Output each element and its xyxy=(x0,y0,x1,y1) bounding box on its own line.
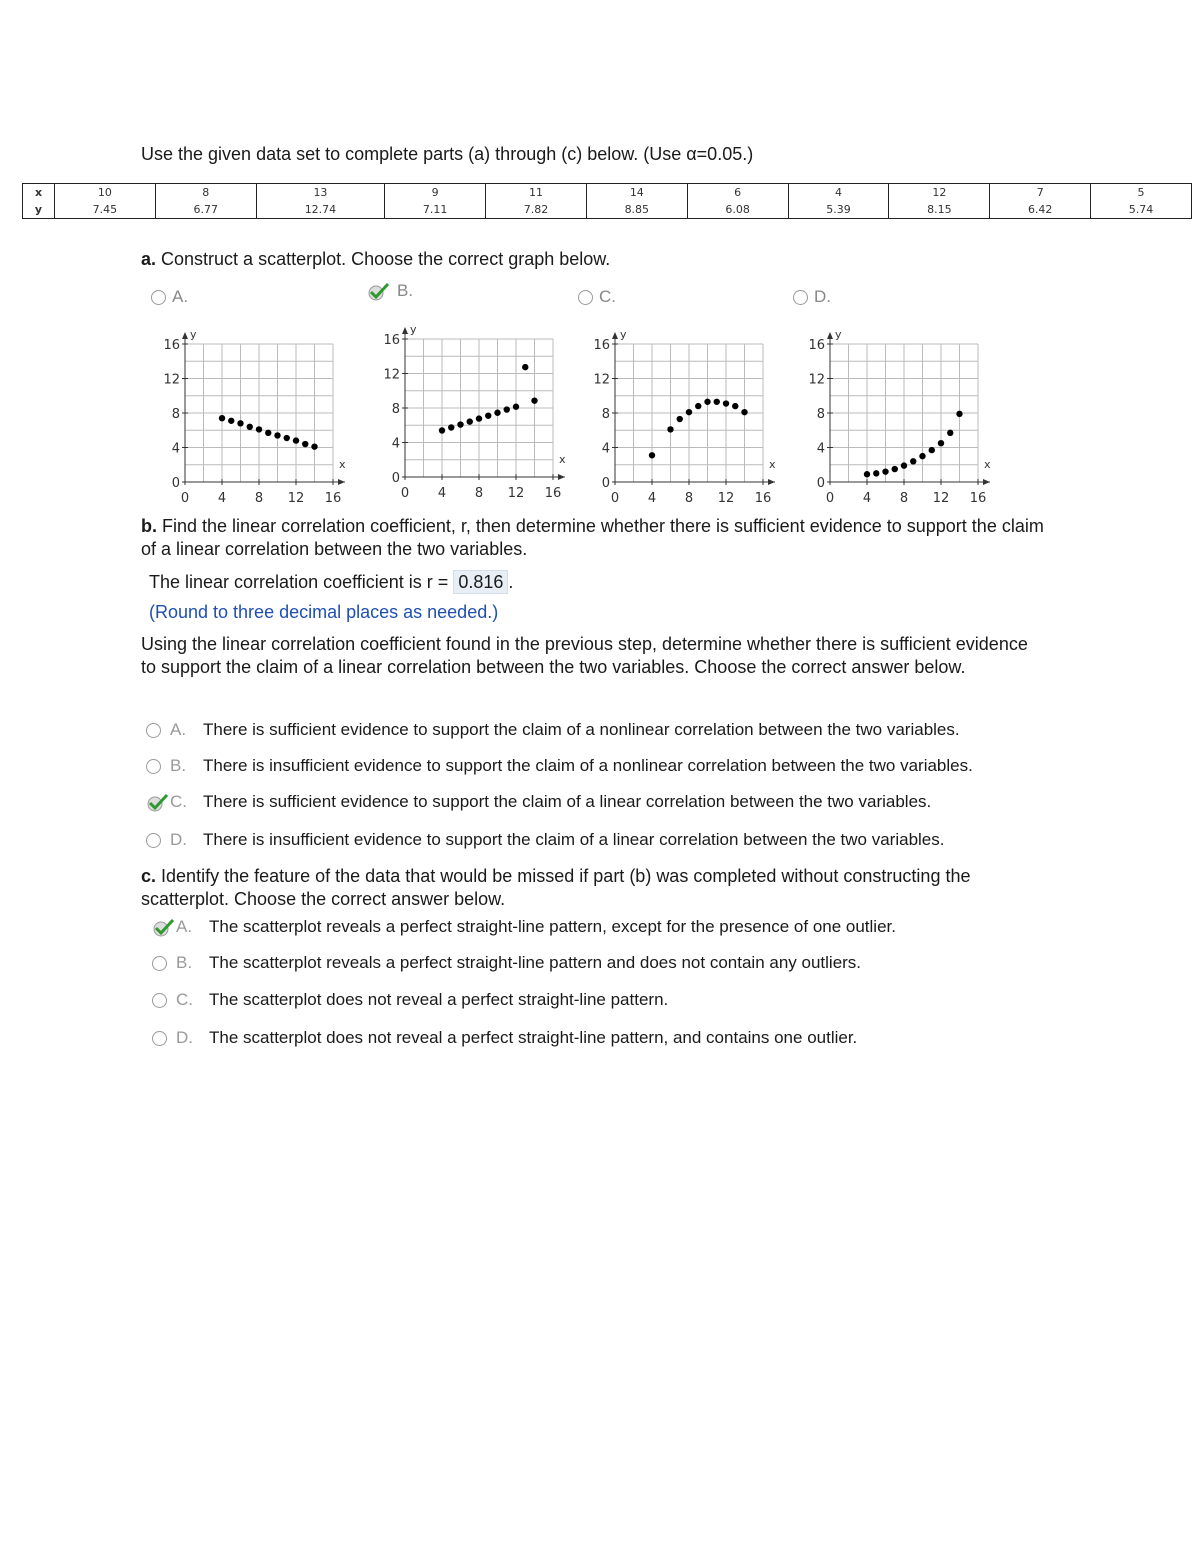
part-b-question: Using the linear correlation coefficient found in the previous step, determine whether there is sufficient evidence to support the claim of a linear correlation between the two variables. Choose the correct answer below. xyxy=(141,634,1028,677)
option-text: There is sufficient evidence to support the claim of a nonlinear correlation between the two variables. xyxy=(203,720,960,739)
data-point xyxy=(873,470,879,476)
graph-option-a[interactable] xyxy=(151,287,188,307)
y-cell: 6.77 xyxy=(155,201,256,219)
part-b-option-c[interactable] xyxy=(146,792,931,812)
y-tick-label: 8 xyxy=(816,407,825,422)
x-tick-label: 16 xyxy=(324,491,342,506)
y-tick-label: 16 xyxy=(163,338,180,353)
part-b-option-b[interactable] xyxy=(146,756,973,776)
data-point xyxy=(513,404,519,410)
data-point xyxy=(947,430,953,436)
x-cell: 7 xyxy=(990,184,1091,202)
y-cell: 5.74 xyxy=(1091,201,1192,219)
data-point xyxy=(237,420,243,426)
part-c-option-b[interactable] xyxy=(152,953,861,973)
x-tick-label: 12 xyxy=(717,491,735,506)
x-cell: 11 xyxy=(486,184,587,202)
data-point xyxy=(219,415,225,421)
x-tick-label: 0 xyxy=(610,491,620,506)
x-tick-label: 0 xyxy=(400,486,410,501)
x-axis-arrow xyxy=(983,479,990,485)
option-text: There is sufficient evidence to support the claim of a linear correlation between the two variables. xyxy=(203,792,932,811)
y-tick-label: 0 xyxy=(391,471,400,486)
y-tick-label: 16 xyxy=(593,338,610,353)
graph-option-d[interactable] xyxy=(793,287,831,307)
data-point xyxy=(714,399,720,405)
data-point xyxy=(228,418,234,424)
scatterplot-c[interactable] xyxy=(580,315,790,515)
x-tick-label: 4 xyxy=(862,491,872,506)
radio-icon[interactable] xyxy=(146,723,161,738)
check-icon[interactable] xyxy=(146,794,164,810)
option-letter: D. xyxy=(170,830,187,849)
radio-icon[interactable] xyxy=(578,290,593,305)
data-point xyxy=(256,426,262,432)
y-axis-arrow xyxy=(402,327,408,334)
part-b-text: Find the linear correlation coefficient, r, then determine whether there is sufficient evidence to support the claim of a linear correlation between the two variables. xyxy=(141,516,1044,559)
option-text: There is insufficient evidence to support the claim of a nonlinear correlation between the two variables. xyxy=(203,756,973,775)
data-point xyxy=(910,458,916,464)
option-letter: B. xyxy=(397,281,414,300)
data-point xyxy=(485,412,491,418)
y-tick-label: 8 xyxy=(601,407,610,422)
option-text: There is insufficient evidence to support the claim of a linear correlation between the two variables. xyxy=(203,830,945,849)
option-letter: C. xyxy=(176,990,193,1009)
data-point xyxy=(686,409,692,415)
data-point xyxy=(467,418,473,424)
option-letter: D. xyxy=(176,1028,193,1047)
graph-option-b[interactable] xyxy=(367,281,413,301)
x-cell: 10 xyxy=(55,184,156,202)
part-a-text: Construct a scatterplot. Choose the correct graph below. xyxy=(161,249,611,269)
option-letter: B. xyxy=(176,953,193,972)
data-point xyxy=(901,462,907,468)
data-point xyxy=(494,410,500,416)
scatterplot-a[interactable] xyxy=(150,315,360,515)
x-cell: 13 xyxy=(256,184,385,202)
check-icon[interactable] xyxy=(152,919,170,935)
data-point xyxy=(247,424,253,430)
y-cell: 7.11 xyxy=(385,201,486,219)
y-tick-label: 0 xyxy=(601,476,610,491)
x-tick-label: 8 xyxy=(899,491,909,506)
r-prefix: The linear correlation coefficient is r = xyxy=(149,572,449,592)
radio-icon[interactable] xyxy=(793,290,808,305)
radio-icon[interactable] xyxy=(146,759,161,774)
x-tick-label: 16 xyxy=(544,486,562,501)
x-tick-label: 4 xyxy=(647,491,657,506)
round-hint: (Round to three decimal places as needed.) xyxy=(149,602,499,622)
scatterplot-d[interactable] xyxy=(795,315,1005,515)
data-point xyxy=(704,399,710,405)
y-tick-label: 12 xyxy=(163,372,180,388)
data-point xyxy=(956,411,962,417)
data-point xyxy=(265,430,271,436)
y-tick-label: 4 xyxy=(391,436,400,452)
y-tick-label: 16 xyxy=(808,338,825,353)
data-point xyxy=(439,427,445,433)
part-b-label: b. xyxy=(141,516,157,536)
x-axis-arrow xyxy=(558,474,565,480)
part-c-label: c. xyxy=(141,866,157,886)
y-tick-label: 0 xyxy=(171,476,180,491)
radio-icon[interactable] xyxy=(146,833,161,848)
option-letter: A. xyxy=(170,720,187,739)
data-point xyxy=(695,403,701,409)
x-tick-label: 12 xyxy=(932,491,950,506)
radio-icon[interactable] xyxy=(152,956,167,971)
x-axis-label: x xyxy=(559,453,566,466)
part-b-option-a[interactable] xyxy=(146,720,960,740)
x-cell: 9 xyxy=(385,184,486,202)
data-point xyxy=(274,432,280,438)
x-tick-label: 8 xyxy=(254,491,264,506)
y-cell: 6.08 xyxy=(687,201,788,219)
y-tick-label: 4 xyxy=(816,441,825,457)
option-text: The scatterplot does not reveal a perfect straight-line pattern. xyxy=(209,990,669,1009)
option-letter: C. xyxy=(170,792,187,811)
x-cell: 14 xyxy=(586,184,687,202)
y-header: y xyxy=(23,201,55,219)
y-tick-label: 12 xyxy=(383,367,400,383)
x-tick-label: 16 xyxy=(754,491,772,506)
data-point xyxy=(882,468,888,474)
x-tick-label: 4 xyxy=(217,491,227,506)
y-tick-label: 4 xyxy=(171,441,180,457)
y-axis-label: y xyxy=(835,328,842,341)
x-cell: 12 xyxy=(889,184,990,202)
part-b-option-d[interactable] xyxy=(146,830,944,850)
data-point xyxy=(732,403,738,409)
y-cell: 7.82 xyxy=(486,201,587,219)
x-axis-label: x xyxy=(984,458,991,471)
question-intro: Use the given data set to complete parts (a) through (c) below. (Use α=0.05.) xyxy=(141,144,754,164)
x-axis-arrow xyxy=(338,479,345,485)
data-point xyxy=(302,441,308,447)
y-tick-label: 8 xyxy=(171,407,180,422)
part-c-option-a[interactable] xyxy=(152,917,896,937)
y-axis-label: y xyxy=(410,323,417,336)
data-point xyxy=(504,406,510,412)
data-point xyxy=(522,364,528,370)
x-tick-label: 16 xyxy=(969,491,987,506)
y-row xyxy=(23,201,1192,219)
x-axis-label: x xyxy=(769,458,776,471)
x-tick-label: 8 xyxy=(684,491,694,506)
x-axis-label: x xyxy=(339,458,346,471)
x-cell: 8 xyxy=(155,184,256,202)
x-tick-label: 12 xyxy=(287,491,305,506)
x-axis-arrow xyxy=(768,479,775,485)
data-point xyxy=(531,397,537,403)
x-header: x xyxy=(23,184,55,202)
y-cell: 12.74 xyxy=(256,201,385,219)
y-axis-label: y xyxy=(620,328,627,341)
y-cell: 5.39 xyxy=(788,201,889,219)
y-tick-label: 12 xyxy=(593,372,610,388)
y-cell: 8.15 xyxy=(889,201,990,219)
radio-icon[interactable] xyxy=(152,993,167,1008)
data-point xyxy=(723,400,729,406)
y-cell: 6.42 xyxy=(990,201,1091,219)
x-cell: 4 xyxy=(788,184,889,202)
data-point xyxy=(284,435,290,441)
data-point xyxy=(649,452,655,458)
data-point xyxy=(741,409,747,415)
radio-icon[interactable] xyxy=(152,1031,167,1046)
data-point xyxy=(667,426,673,432)
x-tick-label: 4 xyxy=(437,486,447,501)
y-tick-label: 12 xyxy=(808,372,825,388)
y-axis-label: y xyxy=(190,328,197,341)
option-letter: A. xyxy=(176,917,193,936)
option-letter: B. xyxy=(170,756,187,775)
part-a-label: a. xyxy=(141,249,157,269)
data-point xyxy=(929,447,935,453)
scatterplot-b[interactable] xyxy=(370,310,580,510)
data-table xyxy=(22,183,1192,219)
option-text: The scatterplot reveals a perfect straight-line pattern, except for the presence of one outlier. xyxy=(209,917,896,936)
option-letter: D. xyxy=(814,287,831,306)
x-tick-label: 0 xyxy=(180,491,190,506)
y-cell: 7.45 xyxy=(55,201,156,219)
data-point xyxy=(919,453,925,459)
data-point xyxy=(311,443,317,449)
r-value-input[interactable]: 0.816 xyxy=(453,570,508,594)
x-row xyxy=(23,184,1192,202)
radio-icon[interactable] xyxy=(151,290,166,305)
x-tick-label: 0 xyxy=(825,491,835,506)
data-point xyxy=(938,440,944,446)
y-tick-label: 0 xyxy=(816,476,825,491)
data-point xyxy=(476,415,482,421)
option-letter: C. xyxy=(599,287,616,306)
y-tick-label: 4 xyxy=(601,441,610,457)
option-letter: A. xyxy=(172,287,189,306)
part-b-prompt xyxy=(141,515,1061,561)
y-cell: 8.85 xyxy=(586,201,687,219)
data-point xyxy=(457,421,463,427)
part-c-prompt xyxy=(141,865,1061,911)
option-text: The scatterplot reveals a perfect straight-line pattern and does not contain any outliers. xyxy=(209,953,862,972)
part-c-text: Identify the feature of the data that would be missed if part (b) was completed without constructing the scatterplot. Choose the correct answer below. xyxy=(141,866,971,909)
r-suffix: . xyxy=(508,572,514,592)
data-point xyxy=(448,424,454,430)
x-tick-label: 8 xyxy=(474,486,484,501)
x-tick-label: 12 xyxy=(507,486,525,501)
part-c-option-c[interactable] xyxy=(152,990,668,1010)
x-cell: 5 xyxy=(1091,184,1192,202)
graph-option-c[interactable] xyxy=(578,287,616,307)
check-icon[interactable] xyxy=(367,283,385,299)
x-cell: 6 xyxy=(687,184,788,202)
y-axis-arrow xyxy=(612,332,618,339)
option-text: The scatterplot does not reveal a perfect straight-line pattern, and contains one outlier. xyxy=(209,1028,858,1047)
data-point xyxy=(293,437,299,443)
y-tick-label: 8 xyxy=(391,402,400,417)
y-axis-arrow xyxy=(182,332,188,339)
y-axis-arrow xyxy=(827,332,833,339)
data-point xyxy=(892,466,898,472)
part-a-prompt xyxy=(141,248,610,271)
r-answer-line xyxy=(149,571,513,594)
data-point xyxy=(677,416,683,422)
data-point xyxy=(864,471,870,477)
part-c-option-d[interactable] xyxy=(152,1028,857,1048)
y-tick-label: 16 xyxy=(383,333,400,348)
